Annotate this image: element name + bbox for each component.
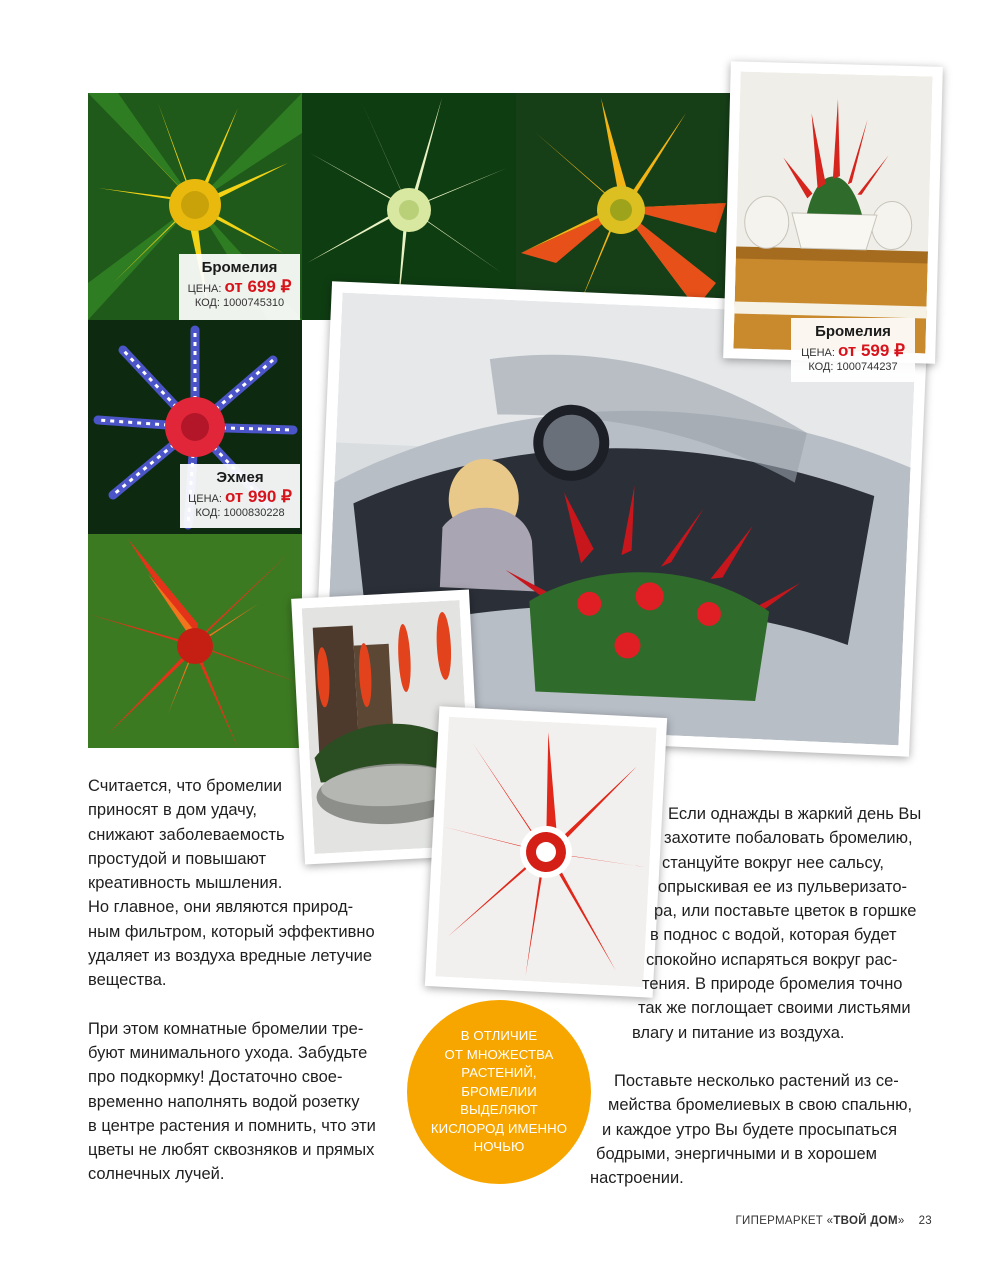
text-line: простудой и повышают	[88, 849, 267, 868]
red-bromeliad-illustration	[88, 534, 302, 748]
text-line: буют минимального ухода. Забудьте	[88, 1043, 368, 1062]
text-line: и каждое утро Вы будете просыпаться	[602, 1120, 898, 1139]
text-line: мейства бромелиевых в свою спальню,	[608, 1096, 913, 1115]
text-line: захотите побаловать бромелию,	[664, 829, 913, 848]
text-line: креативность мышления.	[88, 874, 283, 893]
text-line: опрыскивая ее из пульверизато-	[658, 877, 908, 896]
footer-suffix: »	[897, 1215, 905, 1227]
price-tag-aechmea-990	[180, 464, 300, 528]
text-line: влагу и питание из воздуха.	[632, 1023, 845, 1042]
photo-red-bromeliad-closeup	[88, 534, 302, 748]
text-line: солнечных лучей.	[88, 1165, 225, 1184]
price-row	[186, 487, 294, 507]
page-number: 23	[918, 1215, 932, 1227]
text-line: в центре растения и помнить, что эти	[88, 1116, 376, 1135]
text-line: спокойно испаряться вокруг рас-	[646, 950, 898, 969]
page-footer	[736, 1215, 932, 1227]
article-text-right	[588, 802, 933, 1190]
price-value: от 699 ₽	[224, 277, 292, 296]
text-line: ра, или поставьте цветок в горшке	[654, 902, 917, 921]
price-value: от 599 ₽	[837, 341, 905, 360]
text-line: ным фильтром, который эффективно	[88, 922, 375, 941]
text-line: станцуйте вокруг нее сальсу,	[662, 853, 884, 872]
text-line: в поднос с водой, которая будет	[650, 926, 897, 945]
text-line: Но главное, они являются природ-	[88, 898, 354, 917]
callout-line: НОЧЬЮ	[473, 1139, 525, 1155]
price-value: от 990 ₽	[224, 487, 292, 506]
price-tag-bromeliad-599	[791, 318, 915, 382]
text-line: Поставьте несколько растений из се-	[614, 1071, 899, 1090]
photo-orange-bromeliad	[516, 93, 730, 320]
product-code: КОД: 1000830228	[195, 507, 285, 520]
text-line: бодрыми, энергичными и в хорошем	[596, 1144, 877, 1163]
callout-line: ОТ МНОЖЕСТВА	[444, 1046, 554, 1062]
product-name: Бромелия	[815, 323, 891, 340]
piano-illustration	[733, 72, 932, 354]
text-line: При этом комнатные бромелии тре-	[88, 1019, 364, 1038]
text-line: цветы не любят сквозняков и прямых	[88, 1141, 375, 1160]
product-code: КОД: 1000745310	[194, 297, 285, 310]
product-code: КОД: 1000744237	[808, 361, 898, 374]
text-line: удаляет из воздуха вредные летучие	[88, 947, 373, 966]
text-line: тения. В природе бромелия точно	[642, 975, 903, 994]
callout-line: В ОТЛИЧИЕ	[460, 1027, 538, 1043]
callout-line: КИСЛОРОД ИМЕННО	[430, 1120, 568, 1136]
orange-bromeliad-illustration	[516, 93, 730, 320]
text-line: так же поглощает своими листьями	[638, 999, 911, 1018]
price-label: ЦЕНА:	[188, 493, 222, 505]
price-tag-bromeliad-699	[179, 254, 300, 320]
footer-prefix: ГИПЕРМАРКЕТ «	[735, 1215, 834, 1227]
text-line: вещества.	[88, 971, 167, 990]
text-line: настроении.	[590, 1169, 684, 1188]
callout-circle	[407, 1000, 591, 1184]
footer-brand: ТВОЙ ДОМ	[833, 1215, 898, 1227]
text-line: Если однажды в жаркий день Вы	[668, 805, 922, 823]
price-row	[185, 277, 294, 297]
product-name: Бромелия	[201, 259, 278, 276]
text-line: Считается, что бромелии	[88, 777, 283, 795]
price-row	[797, 341, 909, 361]
callout-line: РАСТЕНИЙ,	[461, 1065, 537, 1081]
callout-line: ВЫДЕЛЯЮТ	[460, 1102, 538, 1118]
text-line: временно наполнять водой розетку	[88, 1092, 360, 1111]
text-line: про подкормку! Достаточно свое-	[88, 1068, 343, 1087]
text-line: снижают заболеваемость	[88, 825, 285, 844]
article-text-left	[88, 774, 398, 1187]
product-name: Эхмея	[216, 469, 264, 486]
callout-line: БРОМЕЛИИ	[461, 1083, 537, 1099]
price-label: ЦЕНА:	[801, 347, 835, 359]
price-label: ЦЕНА:	[187, 283, 222, 295]
text-line: приносят в дом удачу,	[88, 801, 257, 820]
